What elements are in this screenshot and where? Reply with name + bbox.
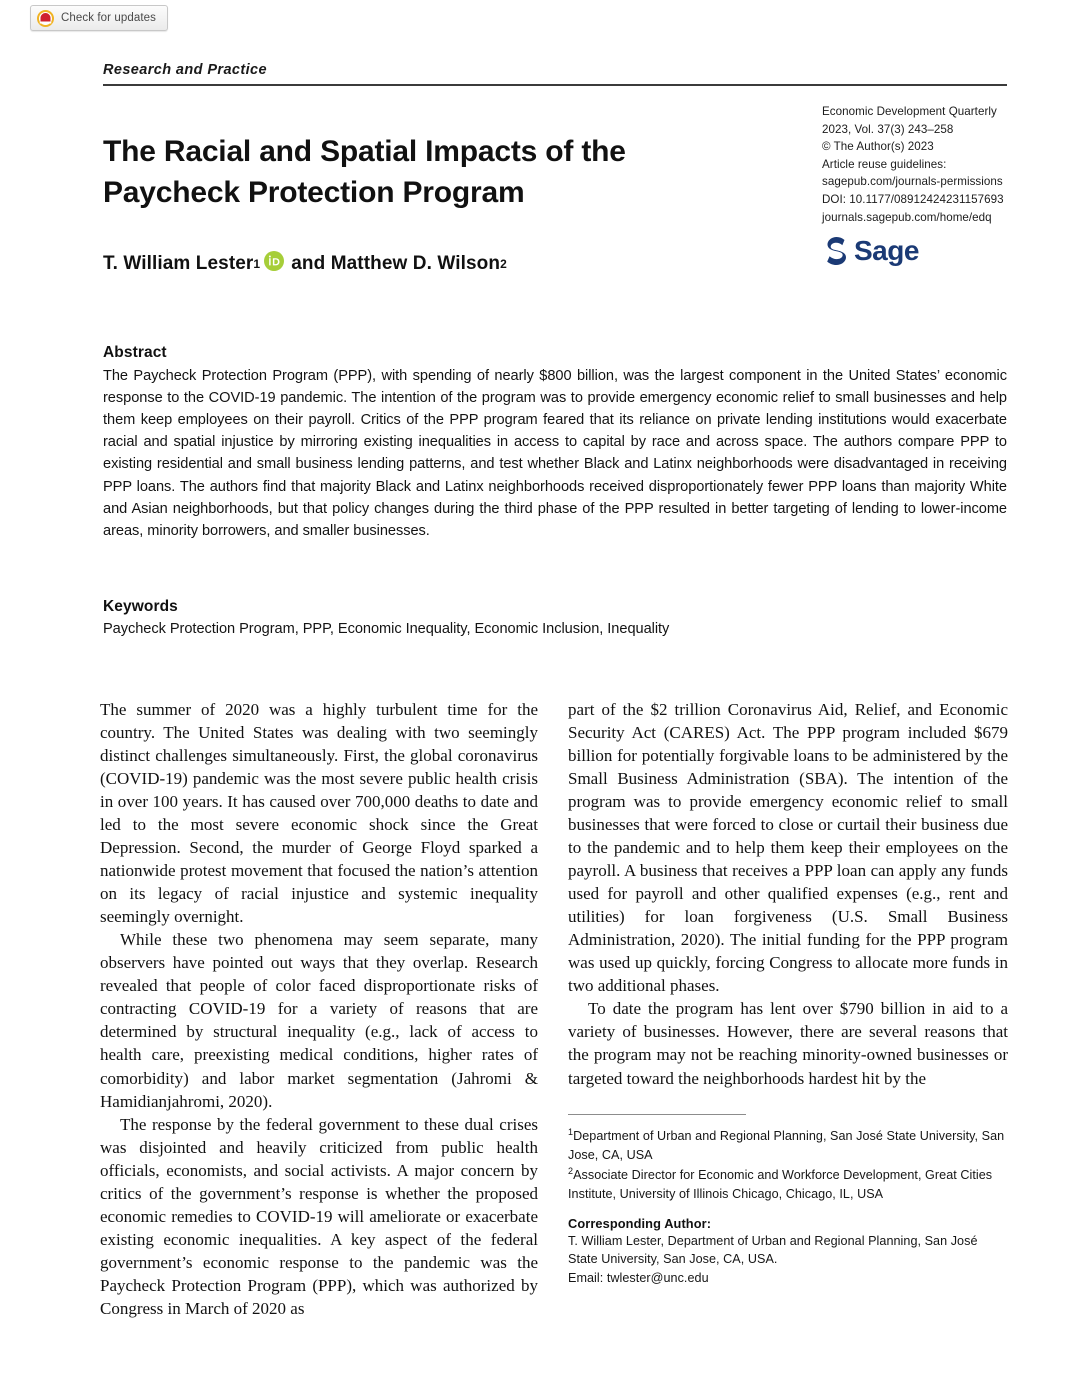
abstract-heading: Abstract [103,344,167,361]
journal-name: Economic Development Quarterly [822,105,997,118]
corresponding-author-email[interactable]: Email: twlester@unc.edu [568,1270,709,1285]
paragraph: To date the program has lent over $790 billion in aid to a variety of businesses. However, there are several reasons that the program may not be reaching minority-owned businesses or targeted toward the neighborhoods hardest hit by the [568,999,1008,1088]
affiliation-1-text: Department of Urban and Regional Planning, San José State University, San Jose, CA, USA [568,1129,1005,1162]
abstract-body: The Paycheck Protection Program (PPP), with spending of nearly $800 billion, was the largest component in the United States’ economic response to the COVID-19 pandemic. The intention of the program was to provide emergency economic relief to small businesses and help them keep employees on their payroll. Critics of the PPP program feared that its reliance on private lending institutions would exacerbate racial and spatial injustice by mirroring existing inequalities in access to capital by race and across space. The authors compare PPP to existing residential and small business lending patterns, and test whether Black and Latinx neighborhoods were disadvantaged in receiving PPP loans. The authors find that majority Black and Latinx neighborhoods received disproportionately fewer PPP loans than majority White and Asian neighborhoods, but that policy changes during the third phase of the PPP resulted in better targeting of lending to lower-income areas, minority borrowers, and smaller businesses. [103,368,1007,539]
journal-metadata [822,103,1022,267]
running-head-label: Research and Practice [103,62,267,78]
check-for-updates-label: Check for updates [61,12,157,24]
paragraph: While these two phenomena may seem separate, many observers have pointed out ways that they overlap. Research revealed that people of color faced disproportionate risks of contracting COVID-19 for a variety of reasons that are determined by structural inequality (e.g., lack of access to health care, preexisting medical conditions, higher rates of comorbidity) and labor market segmentation (Jahromi & Hamidianjahromi, 2020). [100,930,538,1111]
author-affiliation-marker-1: 1 [253,257,261,271]
sage-s-logo-icon [822,235,850,267]
affiliation-1 [568,1126,1008,1164]
running-head [103,62,1007,86]
sage-publisher-logo [822,235,1022,267]
keywords-body: Paycheck Protection Program, PPP, Economic Inequality, Economic Inclusion, Inequality [103,621,670,637]
author-name-1: T. William Lester [103,253,254,274]
affiliation-2 [568,1165,1008,1203]
corresponding-author-heading: Corresponding Author: [568,1215,712,1231]
author-name-2: Matthew D. Wilson [330,253,501,274]
paragraph: part of the $2 trillion Coronavirus Aid, Relief, and Economic Security Act (CARES) Act. The PPP program included $679 billion for potentially forgivable loans to be administered by the Small Business Administration (SBA). The intention of the program was to provide emergency economic relief to small businesses that were forced to close or curtail their business due to the pandemic and to help them keep their employees on the payroll. A business that receives a PPP loan can apply any funds used for payroll and other qualified expenses (e.g., rent and utilities) for loan forgiveness (U.S. Small Business Administration, 2020). The initial funding for the PPP program was used up quickly, forcing Congress to allocate more funds in two additional phases. [568,700,1008,996]
affiliation-marker-2: 2 [568,1165,574,1176]
page-title: The Racial and Spatial Impacts of the Paycheck Protection Program [103,135,626,209]
keywords-heading: Keywords [103,598,178,615]
crossmark-icon [37,10,54,27]
reuse-guidelines-label: Article reuse guidelines: [822,157,947,171]
copyright-line: © The Author(s) 2023 [822,140,934,154]
permissions-url[interactable]: sagepub.com/journals-permissions [822,175,1003,189]
footnote-divider [568,1114,746,1115]
author-conjunction: and [291,253,326,274]
affiliation-2-text: Associate Director for Economic and Workforce Development, Great Cities Institute, University of Illinois Chicago, Chicago, IL, USA [568,1168,993,1201]
corresponding-author-address: T. William Lester, Department of Urban and Regional Planning, San José State University, San Jose, CA, USA. [568,1233,978,1267]
body-column-left [100,698,538,1320]
author-affiliation-marker-2: 2 [500,257,507,271]
body-column-right [568,698,1008,1090]
header-divider [103,84,1007,86]
doi-line[interactable]: DOI: 10.1177/08912424231157693 [822,193,1004,207]
orcid-id-icon[interactable] [264,251,284,277]
footnote-section [568,1114,1008,1287]
abstract-section [103,344,1007,542]
sage-wordmark: Sage [854,235,919,267]
author-list [103,251,507,277]
journal-home-url[interactable]: journals.sagepub.com/home/edq [822,210,992,224]
affiliation-marker-1: 1 [568,1127,574,1137]
volume-issue-pages: 2023, Vol. 37(3) 243–258 [822,122,954,136]
keywords-section [103,598,1007,641]
paragraph: The summer of 2020 was a highly turbulent time for the country. The United States was dealing with two seemingly distinct challenges simultaneously. First, the global coronavirus (COVID-19) pandemic was the most severe public health crisis in over 100 years. It has caused over 700,000 deaths to date and led to the most severe economic shock since the Great Depression. Second, the murder of George Floyd sparked a nationwide protest movement that focused the nation’s attention on its legacy of racial injustice and systemic inequality seemingly overnight. [100,700,538,927]
check-for-updates-badge[interactable] [30,5,168,31]
paragraph: The response by the federal government to these dual crises was disjointed and heavily criticized from public health officials, economists, and social activists. A major concern by critics of the government’s response is whether the proposed economic remedies to COVID-19 will ameliorate or exacerbate existing economic inequalities. A key aspect of the federal government’s economic response to the pandemic was the Paycheck Protection Program (PPP), which was authorized by Congress in March of 2020 as [100,1114,538,1318]
